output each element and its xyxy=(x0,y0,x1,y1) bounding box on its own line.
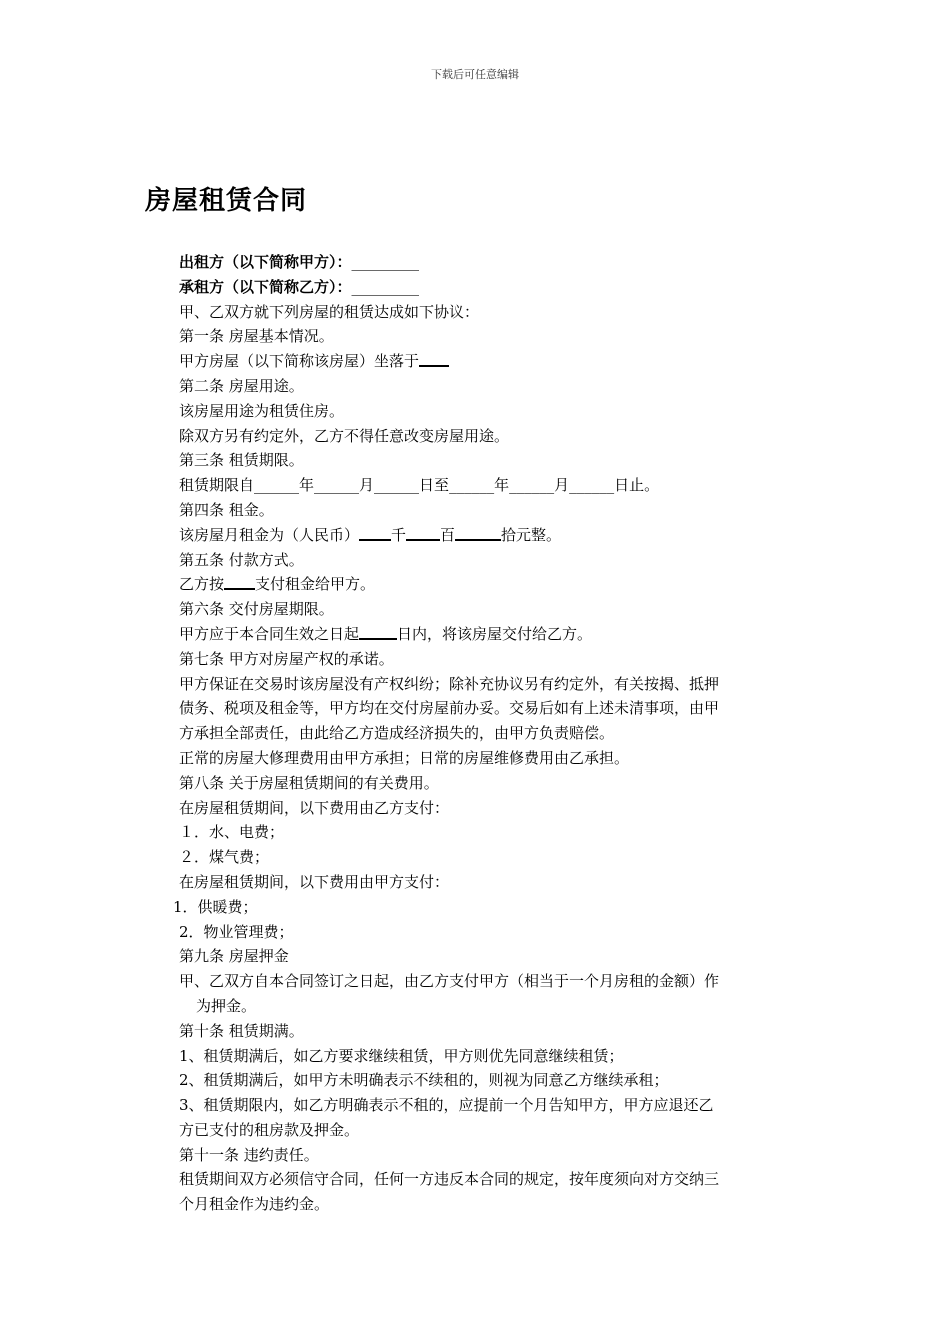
art7-p1-line1: 甲方保证在交易时该房屋没有产权纠纷；除补充协议另有约定外，有关按揭、抵押 xyxy=(179,674,720,693)
page-header: 下载后可任意编辑 xyxy=(431,68,519,81)
art3-prefix: 租赁期限自 xyxy=(179,476,255,495)
art9-p1-line1: 甲、乙双方自本合同签订之日起，由乙方支付甲方（相当于一个月房租的金额）作 xyxy=(179,972,720,991)
art8-b-intro: 在房屋租赁期间，以下费用由乙方支付： xyxy=(179,798,450,817)
art10-item-2: 2、租赁期满后，如甲方未明确表示不续租的，则视为同意乙方继续承租； xyxy=(179,1071,669,1090)
art8-heading: 第八条 关于房屋租赁期间的有关费用。 xyxy=(179,773,439,792)
art9-heading: 第九条 房屋押金 xyxy=(179,947,289,966)
art7-heading: 第七条 甲方对房屋产权的承诺。 xyxy=(179,649,394,668)
contract-body xyxy=(173,250,809,1217)
rent-bai-blank xyxy=(406,525,440,541)
art10-item-3-line1: 3、租赁期限内，如乙方明确表示不租的，应提前一个月告知甲方，甲方应退还乙 xyxy=(179,1096,714,1115)
party-b-line xyxy=(179,275,809,300)
art3-end: 日止。 xyxy=(614,476,660,495)
art6-heading: 第六条 交付房屋期限。 xyxy=(179,600,334,619)
art10-heading: 第十条 租赁期满。 xyxy=(179,1021,304,1040)
art2-p1: 该房屋用途为租赁住房。 xyxy=(179,401,345,420)
art4-prefix: 该房屋月租金为（人民币） xyxy=(179,525,360,544)
art3-year-1: 年 xyxy=(299,476,315,495)
art4-rent xyxy=(179,523,809,548)
art5-heading: 第五条 付款方式。 xyxy=(179,550,304,569)
art6-delivery xyxy=(179,622,809,647)
art8-a-item-1: 1．供暖费； xyxy=(173,897,258,916)
art5-payment xyxy=(179,572,809,597)
art5-prefix: 乙方按 xyxy=(179,575,225,594)
rent-qian-blank xyxy=(359,525,391,541)
art8-a-intro: 在房屋租赁期间，以下费用由甲方支付： xyxy=(179,872,450,891)
party-b-blank: _________ xyxy=(351,277,420,296)
art3-term xyxy=(179,473,809,498)
art1-location-text: 甲方房屋（以下简称该房屋）坐落于 xyxy=(179,352,420,371)
intro-line: 甲、乙双方就下列房屋的租赁达成如下协议： xyxy=(179,302,480,321)
art4-qian: 千 xyxy=(391,525,407,544)
art10-item-3-line2: 方已支付的租房款及押金。 xyxy=(179,1120,360,1139)
art8-b-item-1: １．水、电费； xyxy=(179,823,285,842)
art3-day-to: 日至 xyxy=(419,476,450,495)
art9-p1-line2: 为押金。 xyxy=(196,996,257,1015)
end-year-blank: ______ xyxy=(449,476,495,495)
art1-location xyxy=(179,349,809,374)
art6-suffix: 日内，将该房屋交付给乙方。 xyxy=(397,624,593,643)
start-day-blank: ______ xyxy=(374,476,420,495)
party-a-line xyxy=(179,250,809,275)
party-a-label: 出租方（以下简称甲方）： xyxy=(179,253,352,271)
art6-prefix: 甲方应于本合同生效之日起 xyxy=(179,624,360,643)
art2-heading: 第二条 房屋用途。 xyxy=(179,376,304,395)
art1-heading: 第一条 房屋基本情况。 xyxy=(179,327,334,346)
art10-item-1: 1、租赁期满后，如乙方要求继续租赁，甲方则优先同意继续租赁； xyxy=(179,1046,624,1065)
art3-heading: 第三条 租赁期限。 xyxy=(179,451,304,470)
art11-p1-line1: 租赁期间双方必须信守合同，任何一方违反本合同的规定，按年度须向对方交纳三 xyxy=(179,1170,720,1189)
art4-bai: 百 xyxy=(440,525,456,544)
art3-year-2: 年 xyxy=(494,476,510,495)
end-day-blank: ______ xyxy=(569,476,615,495)
party-a-blank: _________ xyxy=(351,253,420,271)
end-month-blank: ______ xyxy=(509,476,555,495)
art7-p2: 正常的房屋大修理费用由甲方承担；日常的房屋维修费用由乙承担。 xyxy=(179,748,630,767)
party-b-label: 承租方（以下简称乙方）： xyxy=(179,277,352,296)
art7-p1-line2: 债务、税项及租金等，甲方均在交付房屋前办妥。交易后如有上述未清事项，由甲 xyxy=(179,699,720,718)
location-blank xyxy=(419,351,449,367)
payment-method-blank xyxy=(224,574,255,590)
art5-suffix: 支付租金给甲方。 xyxy=(255,575,376,594)
document-title: 房屋租赁合同 xyxy=(145,186,308,216)
art8-a-item-2: 2．物业管理费； xyxy=(179,922,294,941)
art3-month-2: 月 xyxy=(554,476,570,495)
art11-heading: 第十一条 违约责任。 xyxy=(179,1145,319,1164)
art2-p2: 除双方另有约定外，乙方不得任意改变房屋用途。 xyxy=(179,426,510,445)
art4-suffix: 拾元整。 xyxy=(501,525,562,544)
art3-month-1: 月 xyxy=(359,476,375,495)
art8-b-item-2: ２．煤气费； xyxy=(179,848,270,867)
start-year-blank: ______ xyxy=(254,476,300,495)
delivery-days-blank xyxy=(359,624,397,640)
art4-heading: 第四条 租金。 xyxy=(179,500,274,519)
art11-p1-line2: 个月租金作为违约金。 xyxy=(179,1195,330,1214)
art7-p1-line3: 方承担全部责任，由此给乙方造成经济损失的，由甲方负责赔偿。 xyxy=(179,724,615,743)
start-month-blank: ______ xyxy=(314,476,360,495)
rent-shi-blank xyxy=(455,525,501,541)
